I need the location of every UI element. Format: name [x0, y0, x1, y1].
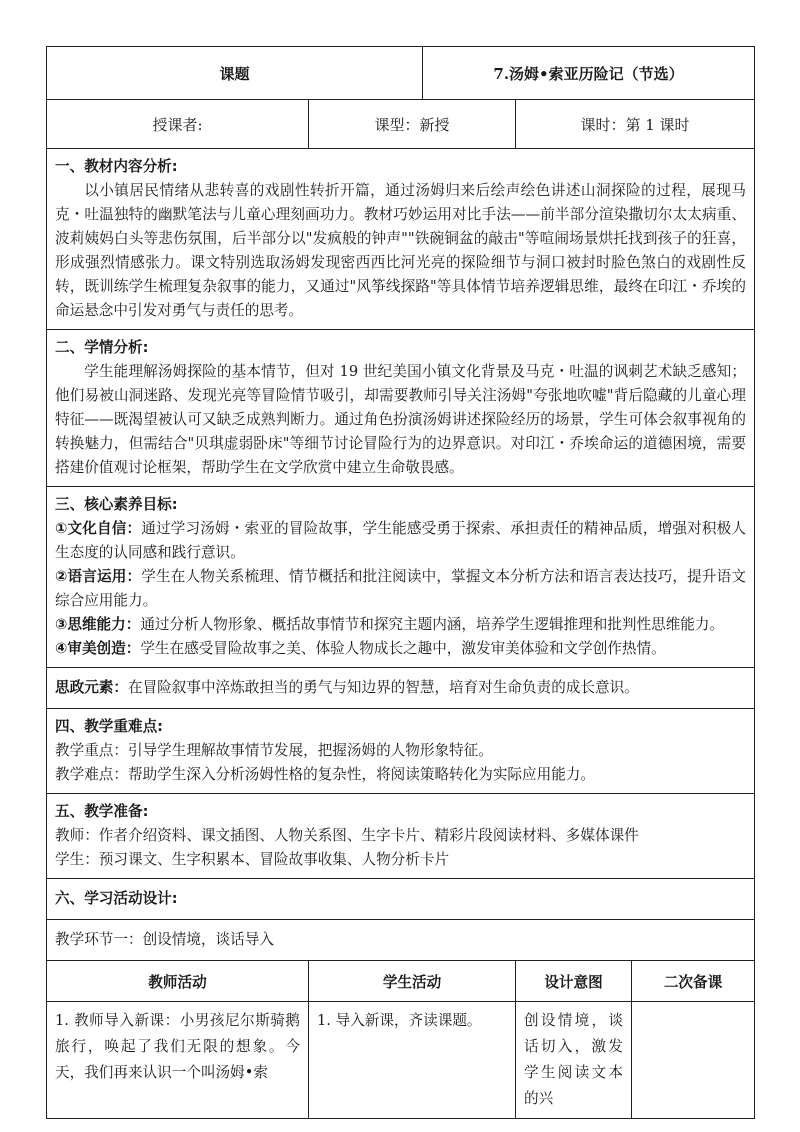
goal-text: 学生在人物关系梳理、情节概括和批注阅读中，掌握文本分析方法和语言表达技巧，提升语文综合应用能力。	[55, 568, 747, 609]
goal-label: ②语言运用：	[55, 568, 142, 585]
col-header-teacher: 教师活动	[47, 961, 309, 1002]
student-preparation: 学生：预习课文、生字积累本、冒险故事收集、人物分析卡片	[55, 851, 450, 868]
second-preparation	[632, 1002, 755, 1119]
lesson-title: 7.汤姆•索亚历险记（节选）	[423, 47, 755, 100]
lesson-plan-table	[46, 46, 755, 1119]
section-text: 学生能理解汤姆探险的基本情节，但对 19 世纪美国小镇文化背景及马克・吐温的讽刺艺术缺乏感知；他们易被山洞迷路、发现光亮等冒险情节吸引，却需要教师引导关注汤姆"夸张地吹嘘"背后隐藏的儿童心理特征——既渴望被认可又缺乏成熟判断力。通过角色扮演汤姆讲述探险经历的场景，学生可体会叙事视角的转换魅力，但需结合"贝琪虚弱卧床"等细节讨论冒险行为的边界意识。对印江・乔埃命运的道德困境，需要搭建价值观讨论框架，帮助学生在文学欣赏中建立生命敬畏感。	[55, 363, 747, 476]
section-core-goals	[47, 487, 755, 668]
stage-title: 教学环节一：创设情境，谈话导入	[55, 931, 274, 948]
section-title: 一、教材内容分析:	[55, 158, 178, 175]
section-title: 二、学情分析:	[55, 339, 149, 356]
teacher-label: 授课者:	[47, 100, 309, 149]
section-title: 四、教学重难点:	[55, 718, 163, 735]
lesson-label: 课题	[47, 47, 423, 100]
lesson-plan-page	[46, 46, 754, 1119]
col-header-student: 学生活动	[309, 961, 516, 1002]
section-preparation	[47, 794, 755, 879]
section-title: 三、核心素养目标:	[55, 496, 178, 513]
goal-text: 学生在感受冒险故事之美、体验人物成长之趣中，激发审美体验和文学创作热情。	[140, 640, 666, 657]
section-text: 以小镇居民情绪从悲转喜的戏剧性转折开篇，通过汤姆归来后绘声绘色讲述山洞探险的过程，展现马克・吐温独特的幽默笔法与儿童心理刻画功力。教材巧妙运用对比手法——前半部分渲染撒切尔太太病重、波莉姨妈白头等悲伤氛围，后半部分以"发疯般的钟声""铁碗铜盆的敲击"等喧闹场景烘托找到孩子的狂喜，形成强烈情感张力。课文特别选取汤姆发现密西西比河光亮的探险细节与洞口被封时脸色煞白的戏剧性反转，既训练学生梳理复杂叙事的能力，又通过"风筝线探路"等具体情节培养逻辑思维，最终在印江・乔埃的命运悬念中引发对勇气与责任的思考。	[55, 182, 747, 319]
activity-header-row	[47, 961, 755, 1002]
design-intent: 创设情境，谈话切入，激发学生阅读文本的兴	[516, 1002, 632, 1119]
section-learner-analysis	[47, 330, 755, 487]
goal-text: 通过分析人物形象、概括故事情节和探究主题内涵，培养学生逻辑推理和批判性思维能力。	[140, 616, 725, 633]
teacher-activity: 1. 教师导入新课：小男孩尼尔斯骑鹅旅行，唤起了我们无限的想象。今天，我们再来认识一个叫汤姆•索	[47, 1002, 309, 1119]
section-ideology	[47, 668, 755, 709]
lesson-type: 课型：新授	[309, 100, 516, 149]
meta-row	[47, 100, 755, 149]
teacher-preparation: 教师：作者介绍资料、课文插图、人物关系图、生字卡片、精彩片段阅读材料、多媒体课件	[55, 827, 639, 844]
goal-text: 通过学习汤姆・索亚的冒险故事，学生能感受勇于探索、承担责任的精神品质，增强对积极人生态度的认同感和践行意识。	[55, 520, 747, 561]
section-material-analysis	[47, 149, 755, 330]
section-activity-title	[47, 879, 755, 920]
lesson-hours: 课时：第 1 课时	[516, 100, 755, 149]
student-activity: 1. 导入新课，齐读课题。	[309, 1002, 516, 1119]
stage-row	[47, 920, 755, 961]
key-point: 教学重点：引导学生理解故事情节发展，把握汤姆的人物形象特征。	[55, 742, 493, 759]
goal-label: ①文化自信：	[55, 520, 142, 537]
goal-item	[55, 613, 746, 637]
col-header-second: 二次备课	[632, 961, 755, 1002]
goal-item	[55, 517, 746, 565]
goal-item	[55, 637, 746, 661]
goal-label: ④审美创造：	[55, 640, 141, 657]
section-title: 六、学习活动设计:	[55, 890, 178, 907]
section-key-difficult	[47, 709, 755, 794]
ideology-label: 思政元素：	[55, 679, 128, 696]
goal-label: ③思维能力：	[55, 616, 141, 633]
header-row	[47, 47, 755, 100]
col-header-intent: 设计意图	[516, 961, 632, 1002]
activity-row	[47, 1002, 755, 1119]
difficult-point: 教学难点：帮助学生深入分析汤姆性格的复杂性，将阅读策略转化为实际应用能力。	[55, 766, 595, 783]
goal-item	[55, 565, 746, 613]
ideology-text: 在冒险叙事中淬炼敢担当的勇气与知边界的智慧，培育对生命负责的成长意识。	[127, 679, 639, 696]
section-title: 五、教学准备:	[55, 803, 149, 820]
